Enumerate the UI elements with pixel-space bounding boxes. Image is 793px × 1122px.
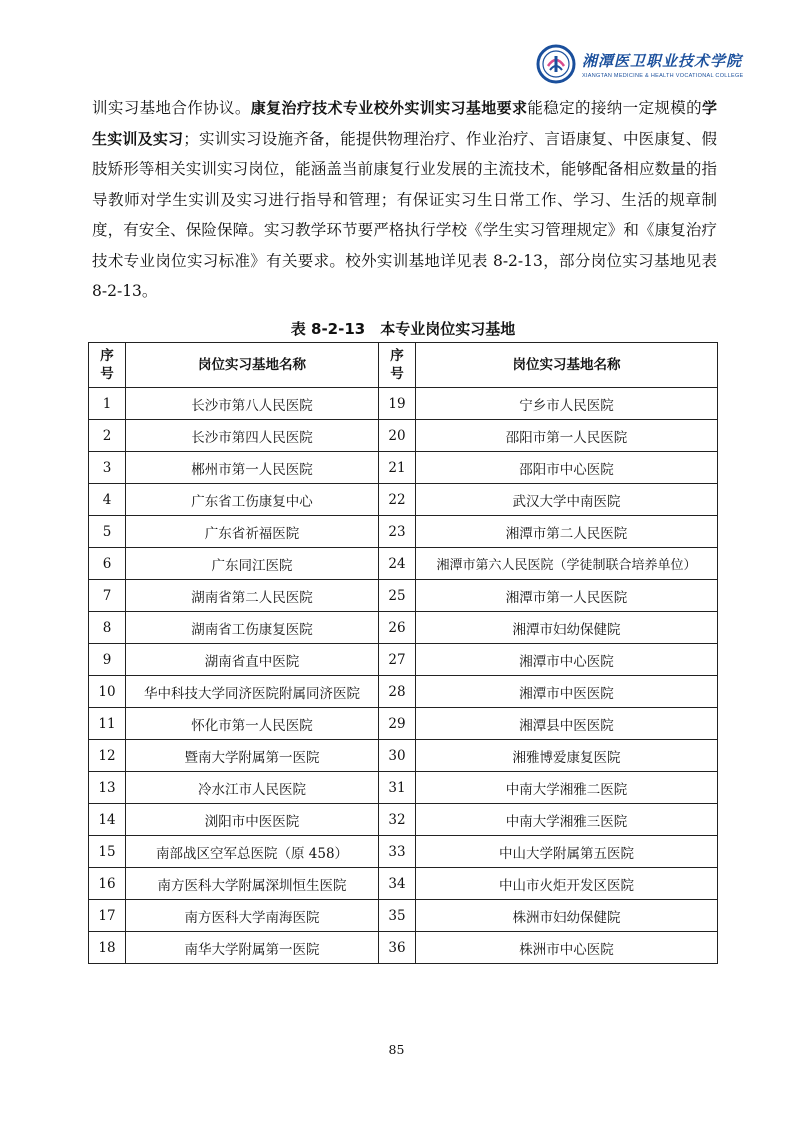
base-name-left: 南方医科大学南海医院 xyxy=(126,900,379,932)
page-number: 85 xyxy=(388,1042,405,1057)
row-number-left: 2 xyxy=(89,420,126,452)
row-number-right: 31 xyxy=(379,772,416,804)
base-name-right: 湘潭市中医医院 xyxy=(416,676,718,708)
header-name-left: 岗位实习基地名称 xyxy=(126,343,379,388)
base-name-right: 邵阳市中心医院 xyxy=(416,452,718,484)
table-row xyxy=(89,804,718,836)
row-number-right: 27 xyxy=(379,644,416,676)
row-number-left: 4 xyxy=(89,484,126,516)
base-name-left: 南方医科大学附属深圳恒生医院 xyxy=(126,868,379,900)
row-number-right: 23 xyxy=(379,516,416,548)
base-name-left: 南部战区空军总医院（原 458） xyxy=(126,836,379,868)
row-number-right: 36 xyxy=(379,932,416,964)
row-number-right: 19 xyxy=(379,388,416,420)
table-row xyxy=(89,420,718,452)
row-number-right: 28 xyxy=(379,676,416,708)
header-no-left-text: 序号 xyxy=(100,348,114,382)
row-number-left: 18 xyxy=(89,932,126,964)
table-header-row xyxy=(89,343,718,388)
table-row xyxy=(89,388,718,420)
row-number-left: 6 xyxy=(89,548,126,580)
table-row xyxy=(89,452,718,484)
table-row xyxy=(89,836,718,868)
row-number-left: 16 xyxy=(89,868,126,900)
table-row xyxy=(89,516,718,548)
table-caption: 表 8-2-13 本专业岗位实习基地 xyxy=(290,320,516,338)
base-name-right: 湘潭市妇幼保健院 xyxy=(416,612,718,644)
row-number-right: 21 xyxy=(379,452,416,484)
base-name-right: 湘潭县中医医院 xyxy=(416,708,718,740)
row-number-left: 3 xyxy=(89,452,126,484)
table-body xyxy=(89,388,718,964)
row-number-left: 9 xyxy=(89,644,126,676)
row-number-left: 14 xyxy=(89,804,126,836)
college-name-cn: 湘潭医卫职业技术学院 xyxy=(582,51,743,70)
base-name-right: 湘潭市第二人民医院 xyxy=(416,516,718,548)
base-name-right: 中南大学湘雅二医院 xyxy=(416,772,718,804)
row-number-right: 24 xyxy=(379,548,416,580)
row-number-left: 17 xyxy=(89,900,126,932)
college-name-en: XIANGTAN MEDICINE & HEALTH VOCATIONAL COLLEGE xyxy=(582,72,744,79)
row-number-left: 12 xyxy=(89,740,126,772)
header-no-left xyxy=(89,343,126,388)
base-name-left: 广东省工伤康复中心 xyxy=(126,484,379,516)
row-number-right: 22 xyxy=(379,484,416,516)
row-number-left: 1 xyxy=(89,388,126,420)
row-number-right: 33 xyxy=(379,836,416,868)
header-name-right: 岗位实习基地名称 xyxy=(416,343,718,388)
row-number-left: 5 xyxy=(89,516,126,548)
base-name-left: 湖南省工伤康复医院 xyxy=(126,612,379,644)
base-name-left: 浏阳市中医医院 xyxy=(126,804,379,836)
base-name-right: 株洲市妇幼保健院 xyxy=(416,900,718,932)
internship-base-table xyxy=(88,342,718,964)
table-row xyxy=(89,900,718,932)
row-number-right: 29 xyxy=(379,708,416,740)
table-row xyxy=(89,772,718,804)
base-name-left: 华中科技大学同济医院附属同济医院 xyxy=(126,676,379,708)
college-logo xyxy=(536,42,776,86)
table-row xyxy=(89,612,718,644)
base-name-left: 长沙市第四人民医院 xyxy=(126,420,379,452)
base-name-right: 中南大学湘雅三医院 xyxy=(416,804,718,836)
row-number-left: 10 xyxy=(89,676,126,708)
row-number-left: 8 xyxy=(89,612,126,644)
base-name-right: 湘潭市第一人民医院 xyxy=(416,580,718,612)
base-name-right: 湘潭市第六人民医院（学徒制联合培养单位） xyxy=(416,548,718,580)
row-number-right: 35 xyxy=(379,900,416,932)
body-seg3: 能稳定的接纳一定规模的 xyxy=(527,99,702,117)
base-name-left: 暨南大学附属第一医院 xyxy=(126,740,379,772)
base-name-right: 湘雅博爱康复医院 xyxy=(416,740,718,772)
row-number-right: 25 xyxy=(379,580,416,612)
body-seg5: ；实训实习设施齐备，能提供物理治疗、作业治疗、言语康复、中医康复、假肢矫形等相关实训实习岗位，能涵盖当前康复行业发展的主流技术，能够配备相应数量的指导教师对学生实训及实习进行指导和管理；有保证实习生日常工作、学习、生活的规章制度，有安全、保险保障。实习教学环节要严格执行学校《学生实习管理规定》和《康复治疗技术专业岗位实习标准》有关要求。校外实训基地详见表 8-2-13，部分岗位实习基地见表 8-2-13。 xyxy=(92,129,717,300)
base-name-left: 郴州市第一人民医院 xyxy=(126,452,379,484)
base-name-left: 广东省祈福医院 xyxy=(126,516,379,548)
base-name-left: 怀化市第一人民医院 xyxy=(126,708,379,740)
row-number-right: 32 xyxy=(379,804,416,836)
row-number-right: 26 xyxy=(379,612,416,644)
row-number-left: 15 xyxy=(89,836,126,868)
base-name-left: 冷水江市人民医院 xyxy=(126,772,379,804)
body-seg4-bold: 学生实训及实习 xyxy=(92,99,717,148)
base-name-right: 邵阳市第一人民医院 xyxy=(416,420,718,452)
base-name-right: 湘潭市中心医院 xyxy=(416,644,718,676)
row-number-left: 7 xyxy=(89,580,126,612)
base-name-right: 武汉大学中南医院 xyxy=(416,484,718,516)
row-number-right: 34 xyxy=(379,868,416,900)
row-number-right: 20 xyxy=(379,420,416,452)
header-no-right xyxy=(379,343,416,388)
base-name-right: 宁乡市人民医院 xyxy=(416,388,718,420)
body-seg2-bold: 康复治疗技术专业校外实训实习基地要求 xyxy=(250,99,528,117)
base-name-left: 南华大学附属第一医院 xyxy=(126,932,379,964)
base-name-right: 中山市火炬开发区医院 xyxy=(416,868,718,900)
body-seg1: 训实习基地合作协议。 xyxy=(92,99,251,117)
table-row xyxy=(89,676,718,708)
base-name-right: 株洲市中心医院 xyxy=(416,932,718,964)
table-row xyxy=(89,740,718,772)
table-row xyxy=(89,708,718,740)
base-name-left: 湖南省第二人民医院 xyxy=(126,580,379,612)
table-row xyxy=(89,932,718,964)
row-number-left: 13 xyxy=(89,772,126,804)
table-row xyxy=(89,644,718,676)
table-row xyxy=(89,548,718,580)
table-row xyxy=(89,868,718,900)
body-paragraph xyxy=(92,93,717,307)
header-no-right-text: 序号 xyxy=(390,348,404,382)
table-row xyxy=(89,580,718,612)
base-name-left: 广东同江医院 xyxy=(126,548,379,580)
row-number-left: 11 xyxy=(89,708,126,740)
base-name-right: 中山大学附属第五医院 xyxy=(416,836,718,868)
table-row xyxy=(89,484,718,516)
base-name-left: 长沙市第八人民医院 xyxy=(126,388,379,420)
college-emblem-icon xyxy=(536,44,576,84)
row-number-right: 30 xyxy=(379,740,416,772)
base-name-left: 湖南省直中医院 xyxy=(126,644,379,676)
